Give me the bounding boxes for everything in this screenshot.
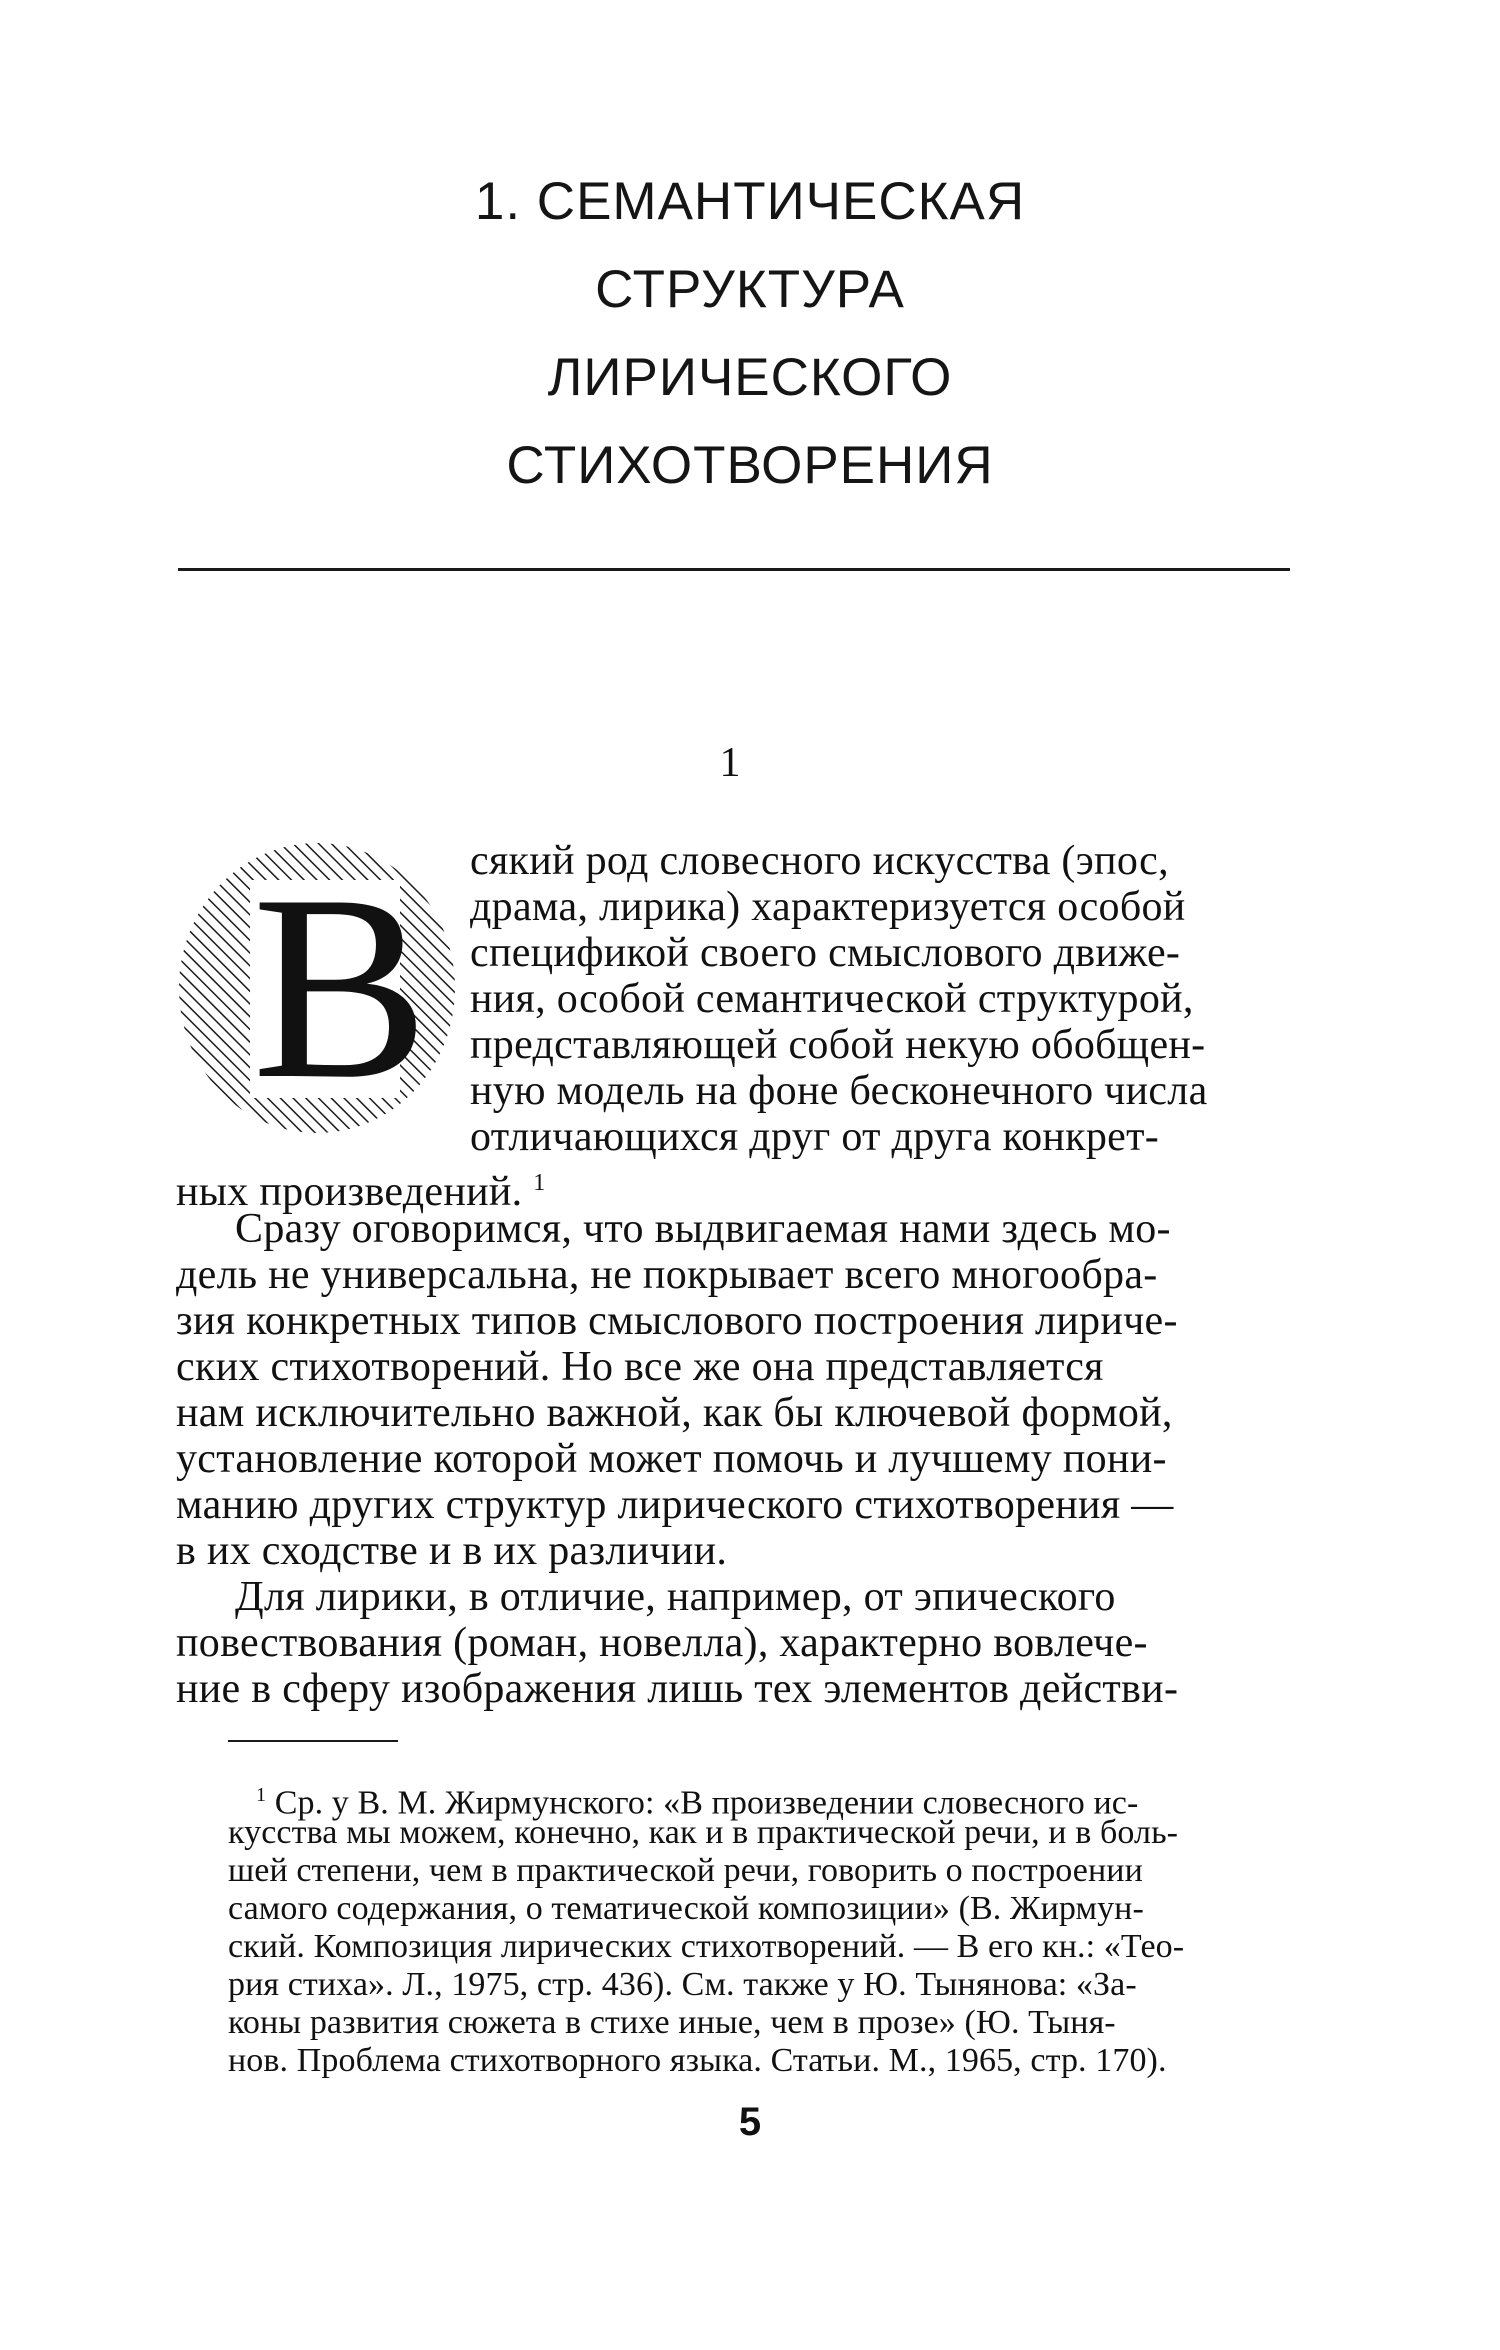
body-line-text: ние в сферу изображения лишь тех элементов действи-	[176, 1666, 1179, 1712]
footnote-line	[228, 1890, 1144, 1928]
footnote-text: шей степени, чем в практической речи, говорить о построении	[228, 1852, 1143, 1889]
body-line-text: в их сходстве и в их различии.	[176, 1528, 728, 1574]
body-line	[176, 1528, 727, 1574]
body-line	[470, 1022, 1205, 1068]
body-line-text: нам исключительно важной, как бы ключевой формой,	[176, 1390, 1173, 1436]
body-line-text: ную модель на фоне бесконечного числа	[470, 1068, 1208, 1114]
body-line	[176, 1482, 1174, 1528]
body-line-text: установление которой может помочь и лучшему пони-	[176, 1436, 1167, 1482]
body-line-text: зия конкретных типов смыслового построения лириче-	[176, 1298, 1178, 1344]
body-line	[176, 1344, 1104, 1390]
footnote-line	[228, 1928, 1184, 1966]
footnote-marker: 1	[256, 1784, 267, 1806]
body-line	[470, 1068, 1208, 1114]
footnote-line	[228, 1966, 1137, 2004]
body-line	[470, 976, 1194, 1022]
footnote-line	[228, 1814, 1178, 1852]
footnote-line	[228, 1852, 1143, 1890]
footnote-text: ский. Композиция лирических стихотворений. — В его кн.: «Тео-	[228, 1928, 1185, 1965]
body-line-text: представляющей собой некую обобщен-	[470, 1022, 1206, 1068]
body-line	[470, 930, 1180, 976]
footnote-text: самого содержания, о тематической композиции» (В. Жирмун-	[228, 1890, 1144, 1927]
footnote-text: рия стиха». Л., 1975, стр. 436). См. также у Ю. Тынянова: «За-	[228, 1966, 1137, 2003]
body-line	[235, 1574, 1116, 1620]
footnote-line	[228, 2004, 1116, 2042]
body-line-text: ния, особой семантической структурой,	[470, 976, 1194, 1022]
chapter-title-line: СТРУКТУРА	[595, 260, 905, 319]
body-line	[176, 1666, 1178, 1712]
footnote-line	[228, 2042, 1167, 2080]
chapter-title	[180, 158, 1320, 510]
chapter-title-line: СТИХОТВОРЕНИЯ	[506, 436, 994, 495]
body-line	[176, 1620, 1148, 1666]
body-line-text: отличающихся друг от друга конкрет-	[470, 1114, 1160, 1160]
body-line-text: спецификой своего смыслового движе-	[470, 930, 1181, 976]
body-line-text: ных произведений.	[176, 1169, 523, 1215]
body-line	[176, 1252, 1158, 1298]
footnote-text: кусства мы можем, конечно, как и в практической речи, и в боль-	[228, 1814, 1179, 1851]
body-line	[176, 1436, 1167, 1482]
body-line-text: дель не универсальна, не покрывает всего многообра-	[176, 1252, 1158, 1298]
chapter-title-line: 1. СЕМАНТИЧЕСКАЯ	[474, 172, 1026, 231]
body-line	[235, 1206, 1171, 1252]
body-line-text: Сразу оговоримся, что выдвигаемая нами здесь мо-	[235, 1206, 1171, 1252]
body-line-text: повествования (роман, новелла), характерно вовлече-	[176, 1620, 1148, 1666]
footnote-text: Ср. у В. М. Жирмунского: «В произведении словесного ис-	[274, 1784, 1139, 1822]
footnote-reference[interactable]: 1	[533, 1170, 546, 1196]
body-line-text: манию других структур лирического стихотворения —	[176, 1482, 1174, 1528]
drop-cap-ornament	[172, 838, 462, 1138]
body-line	[470, 838, 1169, 884]
footnote-text: коны развития сюжета в стихе иные, чем в прозе» (Ю. Тыня-	[228, 2004, 1116, 2041]
page-number: 5	[738, 2100, 762, 2144]
body-line-text: драма, лирика) характеризуется особой	[470, 884, 1186, 930]
footnote-text: нов. Проблема стихотворного языка. Статьи. М., 1965, стр. 170).	[228, 2042, 1167, 2079]
body-line-text: Для лирики, в отличие, например, от эпического	[235, 1574, 1116, 1620]
chapter-title-line: ЛИРИЧЕСКОГО	[547, 348, 953, 407]
footnote-divider	[228, 1740, 398, 1742]
body-line	[176, 1390, 1173, 1436]
body-line	[470, 1114, 1159, 1160]
drop-cap-letter: В	[252, 841, 429, 1134]
body-line	[470, 884, 1186, 930]
body-line-text: сякий род словесного искусства (эпос,	[470, 838, 1169, 884]
body-line	[176, 1298, 1178, 1344]
section-number: 1	[719, 740, 741, 786]
body-line-text: ских стихотворений. Но все же она представляется	[176, 1344, 1104, 1390]
title-divider	[178, 568, 1290, 571]
